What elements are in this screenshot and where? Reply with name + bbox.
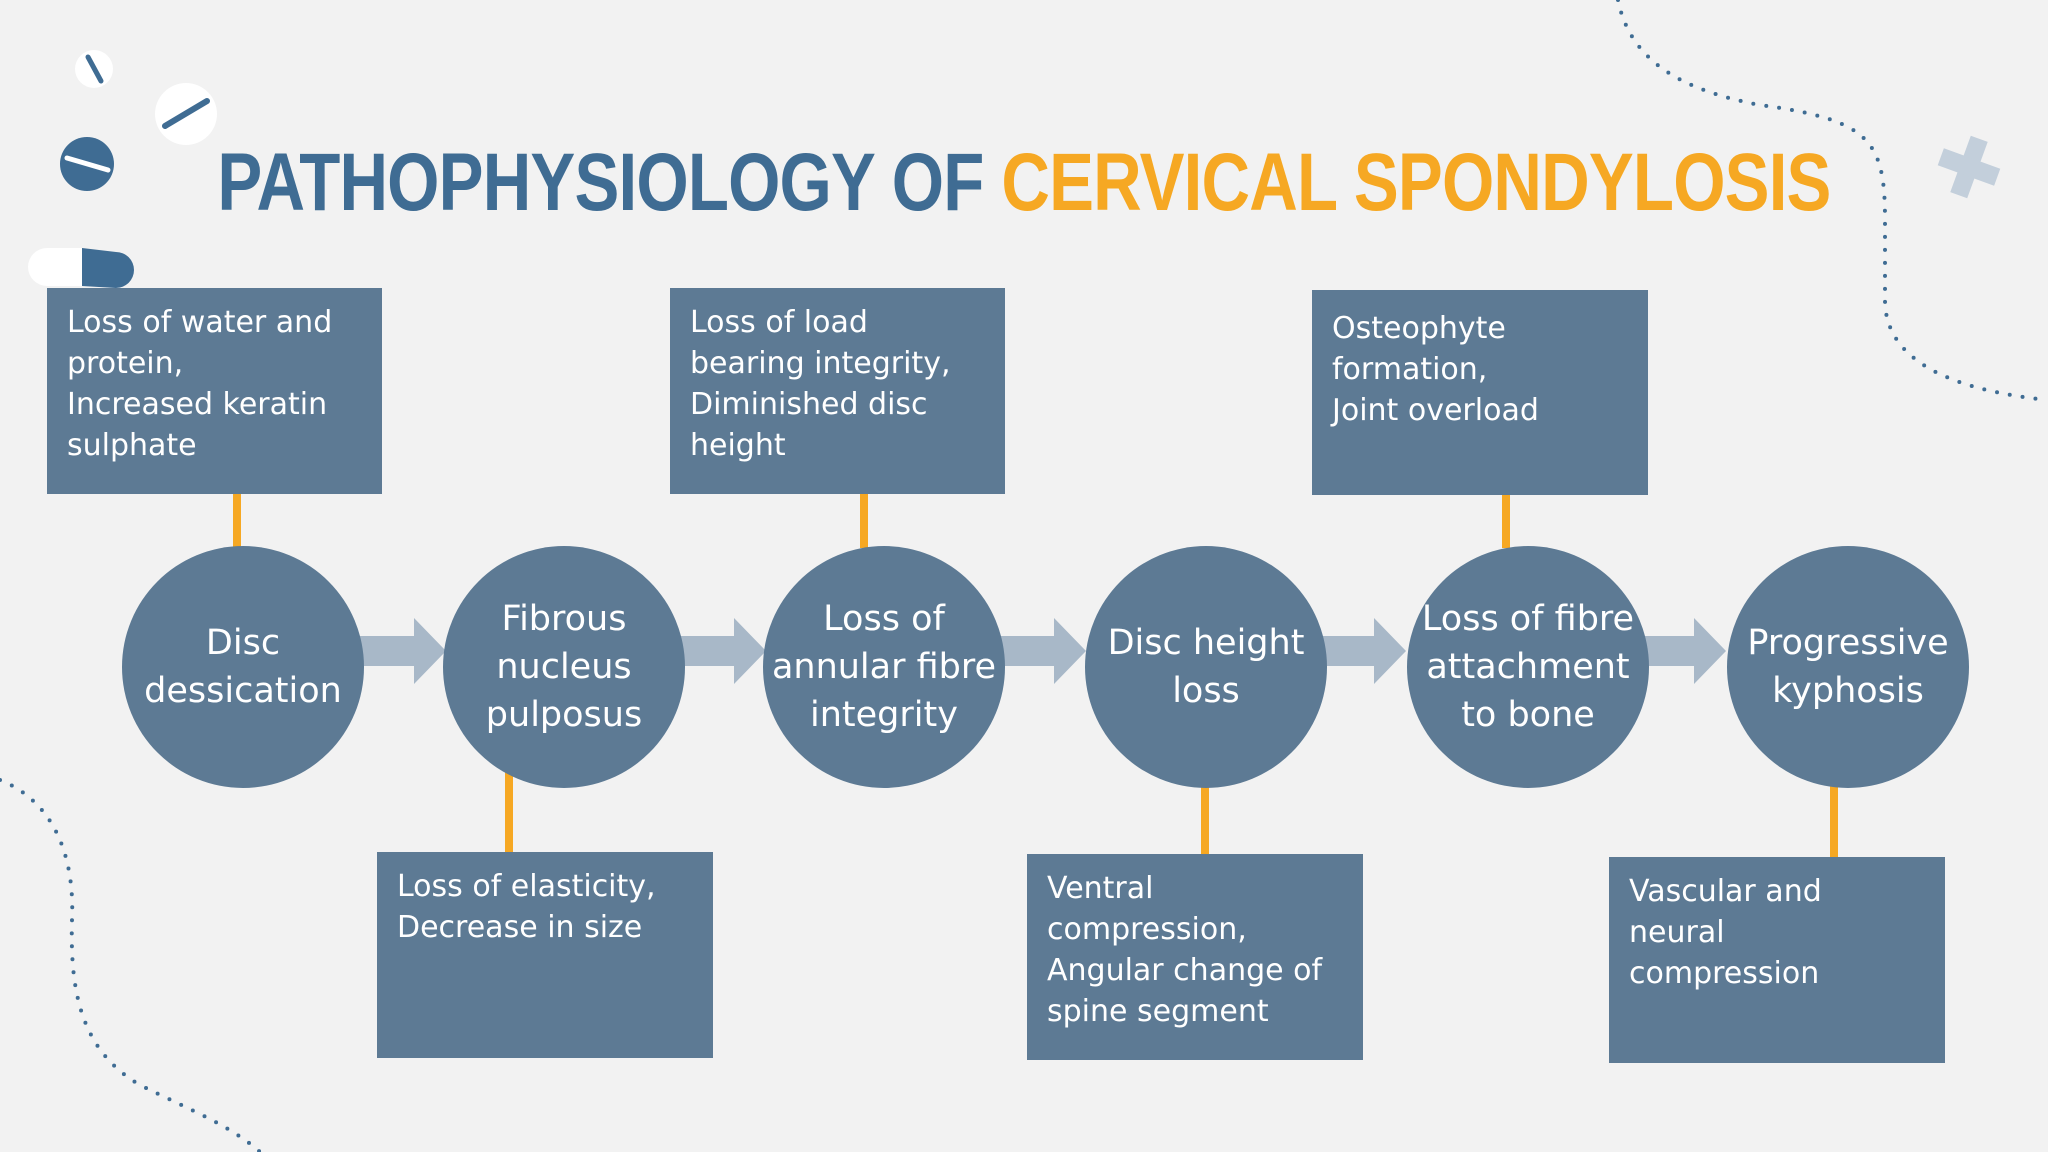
note-annular-fibre: Loss of load bearing integrity, Diminished disc height (670, 288, 1005, 494)
step-annular-fibre: Loss of annular fibre integrity (763, 546, 1005, 788)
page-title (184, 128, 1863, 238)
connector-line (1502, 492, 1510, 548)
title-part-accent: CERVICAL SPONDYLOSIS (1001, 137, 1831, 228)
note-fibre-attachment: Osteophyte formation, Joint overload (1312, 290, 1648, 495)
plus-icon (1931, 129, 2008, 206)
step-fibre-attachment: Loss of fibre attachment to bone (1407, 546, 1649, 788)
flow-arrow (360, 618, 446, 684)
flow-arrow (1000, 618, 1086, 684)
note-disc-dessication: Loss of water and protein, Increased keratin sulphate (47, 288, 382, 494)
connector-line (233, 492, 241, 548)
pill-icon (60, 137, 114, 191)
pill-icon (75, 50, 113, 88)
note-fibrous-nucleus: Loss of elasticity, Decrease in size (377, 852, 713, 1058)
connector-line (860, 492, 868, 548)
dotted-curve-bottom-left (0, 780, 260, 1152)
connector-line (505, 770, 513, 854)
flow-arrow (1320, 618, 1406, 684)
step-disc-dessication: Disc dessication (122, 546, 364, 788)
capsule-icon (28, 248, 134, 288)
step-disc-height-loss: Disc height loss (1085, 546, 1327, 788)
step-fibrous-nucleus: Fibrous nucleus pulposus (443, 546, 685, 788)
note-progressive-kyphosis: Vascular and neural compression (1609, 857, 1945, 1063)
title-part-primary: PATHOPHYSIOLOGY OF (217, 137, 984, 228)
note-disc-height-loss: Ventral compression, Angular change of spine segment (1027, 854, 1363, 1060)
flow-arrow (680, 618, 766, 684)
step-progressive-kyphosis: Progressive kyphosis (1727, 546, 1969, 788)
flow-arrow (1640, 618, 1726, 684)
